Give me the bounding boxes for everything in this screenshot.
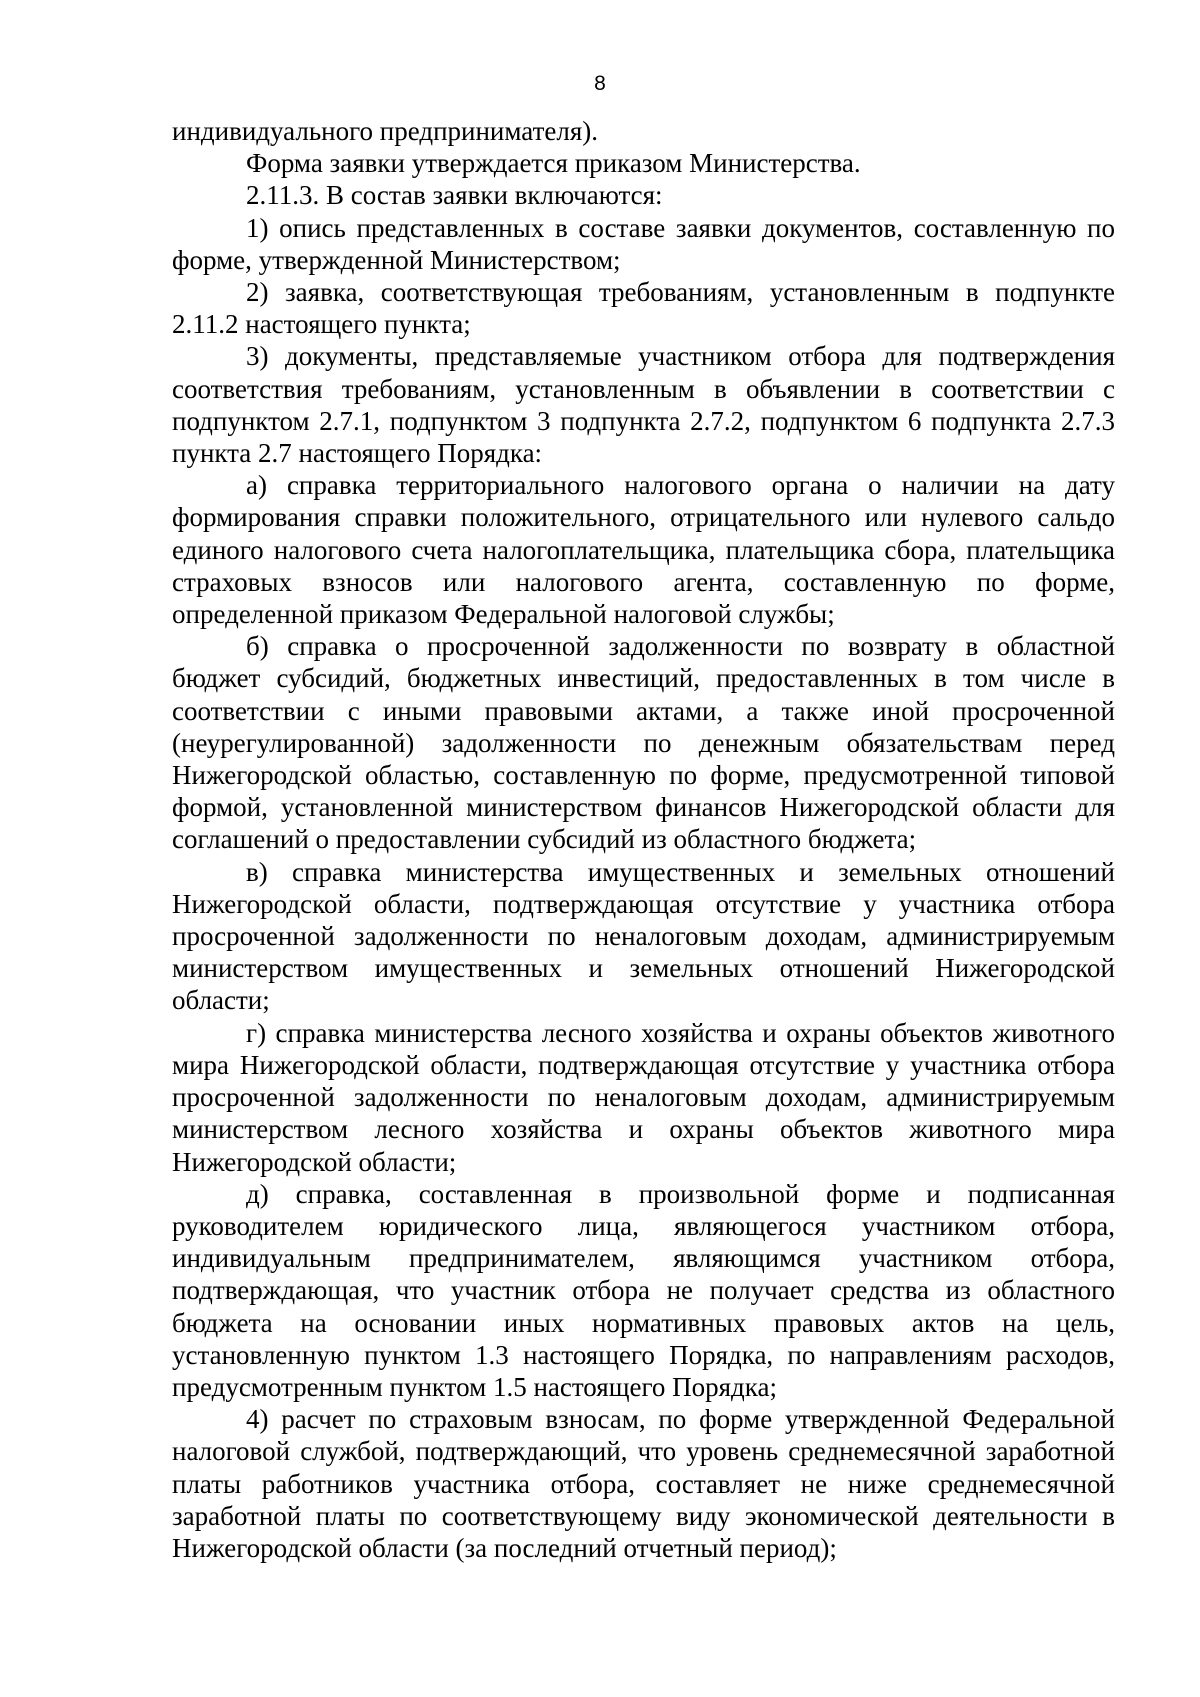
- paragraph: 1) опись представленных в составе заявки документов, составленную по форме, утвержденной Министерством;: [172, 212, 1115, 275]
- page-number: 8: [594, 72, 606, 95]
- paragraph: индивидуального предпринимателя).: [172, 116, 598, 146]
- paragraph: г) справка министерства лесного хозяйства и охраны объектов животного мира Нижегородской области, подтверждающая отсутствие у участника отбора просроченной задолженности по неналоговым доходам, администрируемым министерством лесного хозяйства и охраны объектов животного мира Нижегородской области;: [172, 1017, 1115, 1177]
- document-body: [172, 115, 1115, 1564]
- paragraph: 3) документы, представляемые участником отбора для подтверждения соответствия требованиям, установленным в объявлении в соответствии с подпунктом 2.7.1, подпунктом 3 подпункта 2.7.2, подпунктом 6 подпункта 2.7.3 пункта 2.7 настоящего Порядка:: [172, 341, 1115, 469]
- paragraph: а) справка территориального налогового органа о наличии на дату формирования справки положительного, отрицательного или нулевого сальдо единого налогового счета налогоплательщика, плательщика сбора, плательщика страховых взносов или налогового агента, составленную по форме, определенной приказом Федеральной налоговой службы;: [172, 470, 1115, 630]
- paragraph: 4) расчет по страховым взносам, по форме утвержденной Федеральной налоговой службой, подтверждающий, что уровень среднемесячной заработной платы работников участника отбора, составляет не ниже среднемесячной заработной платы по соответствующему виду экономической деятельности в Нижегородской области (за последний отчетный период);: [172, 1404, 1115, 1563]
- paragraph: 2.11.3. В состав заявки включаются:: [246, 180, 663, 211]
- paragraph: б) справка о просроченной задолженности по возврату в областной бюджет субсидий, бюджетных инвестиций, предоставленных в том числе в соответствии с иными правовыми актами, а также иной просроченной (неурегулированной) задолженности по денежным обязательствам перед Нижегородской областью, составленную по форме, предусмотренной типовой формой, установленной министерством финансов Нижегородской области для соглашений о предоставлении субсидий из областного бюджета;: [172, 631, 1115, 855]
- paragraph: в) справка министерства имущественных и земельных отношений Нижегородской области, подтверждающая отсутствие у участника отбора просроченной задолженности по неналоговым доходам, администрируемым министерством имущественных и земельных отношений Нижегородской области;: [172, 856, 1115, 1016]
- paragraph: 2) заявка, соответствующая требованиям, установленным в подпункте 2.11.2 настоящего пункта;: [172, 277, 1115, 340]
- paragraph: д) справка, составленная в произвольной форме и подписанная руководителем юридического лица, являющегося участником отбора, индивидуальным предпринимателем, являющимся участником отбора, подтверждающая, что участник отбора не получает средства из областного бюджета на основании иных нормативных правовых актов на цель, установленную пунктом 1.3 настоящего Порядка, по направлениям расходов, предусмотренным пунктом 1.5 настоящего Порядка;: [172, 1178, 1115, 1402]
- paragraph: Форма заявки утверждается приказом Министерства.: [246, 148, 861, 179]
